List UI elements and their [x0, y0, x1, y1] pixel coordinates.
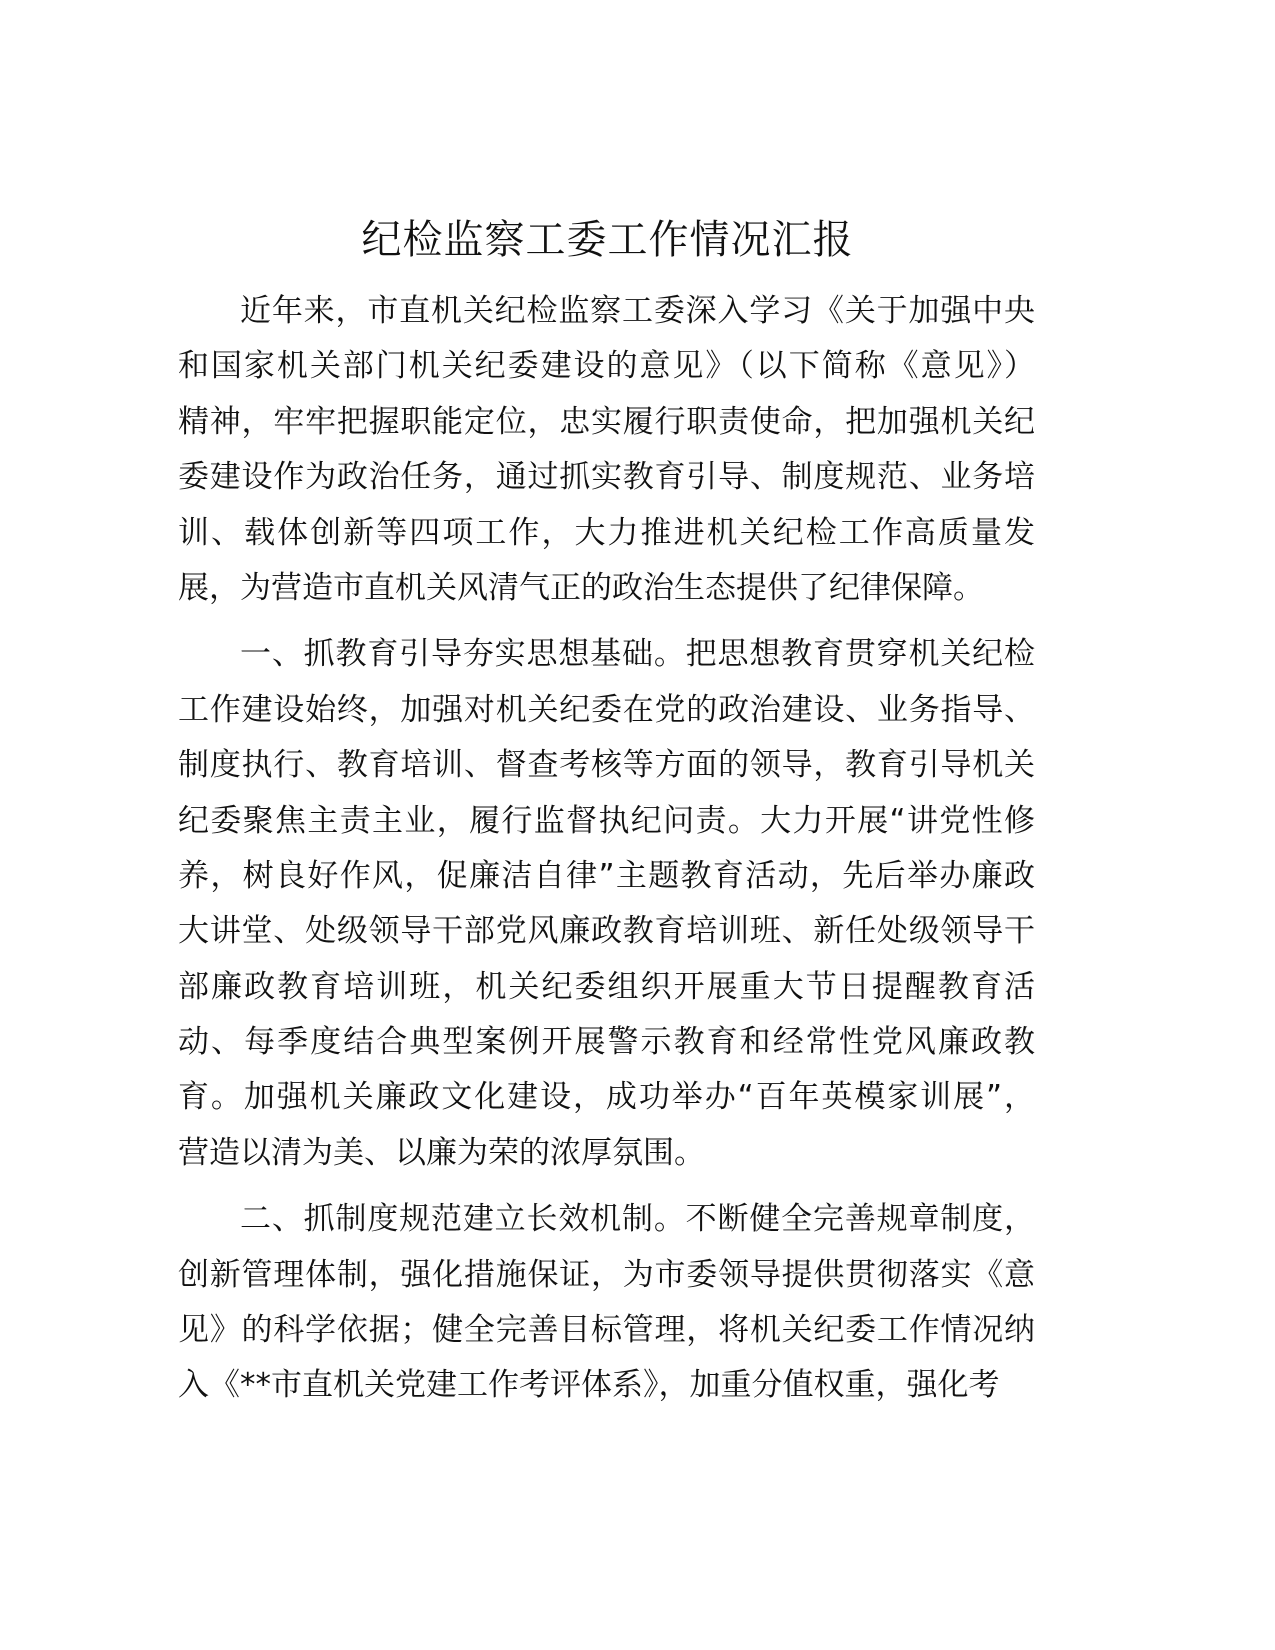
paragraph-line: 营造以清为美、以廉为荣的浓厚氛围。	[178, 1134, 705, 1171]
paragraph-line: 育。加强机关廉政文化建设，成功举办“百年英模家训展”，	[178, 1079, 1035, 1116]
paragraph-line: 创新管理体制，强化措施保证，为市委领导提供贯彻落实《意	[178, 1256, 1035, 1293]
paragraph-line: 动、每季度结合典型案例开展警示教育和经常性党风廉政教	[178, 1024, 1035, 1061]
paragraph	[178, 627, 1035, 1181]
document-title: 纪检监察工委工作情况汇报	[361, 217, 854, 263]
paragraph-line: 制度执行、教育培训、督查考核等方面的领导，教育引导机关	[178, 747, 1035, 784]
paragraph-line: 入《**市直机关党建工作考评体系》，加重分值权重，强化考	[178, 1367, 1000, 1404]
paragraph-line: 一、抓教育引导夯实思想基础。把思想教育贯穿机关纪检	[240, 636, 1035, 673]
paragraph-line: 部廉政教育培训班，机关纪委组织开展重大节日提醒教育活	[178, 968, 1035, 1005]
paragraph-line: 养，树良好作风，促廉洁自律”主题教育活动，先后举办廉政	[178, 857, 1035, 894]
paragraph-line: 近年来，市直机关纪检监察工委深入学习《关于加强中央	[240, 293, 1035, 329]
paragraph-line: 精神，牢牢把握职能定位，忠实履行职责使命，把加强机关纪	[178, 403, 1035, 440]
document-body	[178, 284, 1035, 1425]
paragraph-line: 训、载体创新等四项工作，大力推进机关纪检工作高质量发	[178, 514, 1035, 551]
paragraph	[178, 284, 1035, 616]
paragraph-line: 委建设作为政治任务，通过抓实教育引导、制度规范、业务培	[178, 459, 1035, 496]
paragraph	[178, 1192, 1035, 1414]
paragraph-line: 展，为营造市直机关风清气正的政治生态提供了纪律保障。	[178, 569, 984, 606]
paragraph-line: 二、抓制度规范建立长效机制。不断健全完善规章制度，	[240, 1201, 1035, 1238]
paragraph-line: 纪委聚焦主责主业，履行监督执纪问责。大力开展“讲党性修	[178, 802, 1035, 839]
paragraph-line: 见》的科学依据；健全完善目标管理，将机关纪委工作情况纳	[178, 1312, 1035, 1349]
paragraph-line: 和国家机关部门机关纪委建设的意见》（以下简称《意见》）	[178, 348, 1035, 385]
paragraph-line: 大讲堂、处级领导干部党风廉政教育培训班、新任处级领导干	[178, 913, 1035, 950]
paragraph-line: 工作建设始终，加强对机关纪委在党的政治建设、业务指导、	[178, 691, 1035, 728]
